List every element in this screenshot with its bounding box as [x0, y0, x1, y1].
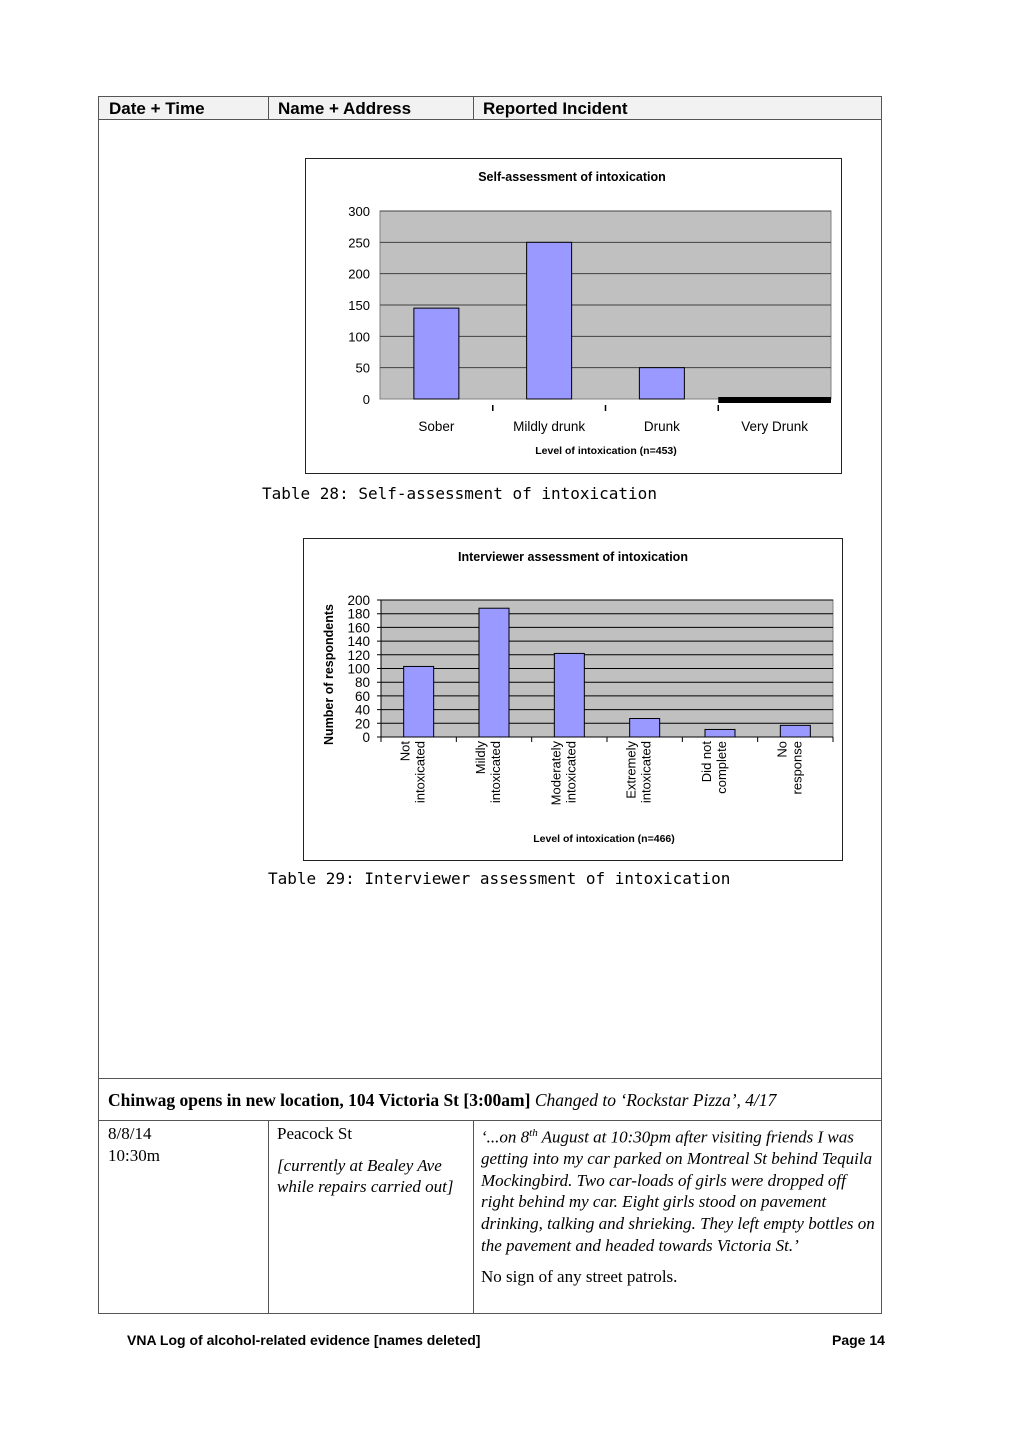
x-tick-label: Did not	[699, 741, 714, 783]
self-assessment-chart-svg	[306, 159, 840, 472]
footer-document-title: VNA Log of alcohol-related evidence [names deleted]	[127, 1332, 481, 1348]
y-tick-label: 0	[362, 392, 370, 407]
incident-quote	[481, 1123, 876, 1256]
column-divider	[473, 1120, 474, 1314]
incident-note: No sign of any street patrols.	[481, 1267, 678, 1287]
y-tick-label: 120	[347, 647, 370, 663]
y-tick-label: 40	[354, 702, 370, 718]
y-tick-label: 150	[348, 298, 370, 313]
x-tick-label: response	[789, 741, 805, 795]
header-name-address: Name + Address	[278, 99, 412, 118]
x-tick-label: Mildly drunk	[513, 419, 586, 434]
bar	[718, 397, 831, 403]
entry-address-note: [currently at Bealey Ave while repairs carried out]	[277, 1155, 454, 1197]
interviewer-assessment-chart	[303, 538, 843, 861]
y-tick-label: 60	[354, 688, 370, 704]
header-date-time: Date + Time	[109, 99, 205, 118]
y-tick-label: 200	[348, 266, 370, 282]
y-tick-label: 100	[348, 329, 370, 345]
x-tick-label: Not	[397, 741, 413, 762]
x-tick-label: Mildly	[473, 741, 488, 775]
column-divider	[473, 97, 474, 119]
entry-name-address	[277, 1123, 462, 1198]
entry-incident	[481, 1123, 876, 1288]
bar	[705, 729, 735, 737]
bar	[527, 242, 572, 399]
y-tick-label: 80	[354, 675, 370, 691]
y-tick-label: 0	[362, 730, 370, 745]
y-tick-label: 160	[347, 620, 370, 636]
y-tick-label: 180	[347, 606, 370, 622]
x-tick-label: Very Drunk	[741, 419, 809, 434]
chart2-caption: Table 29: Interviewer assessment of intoxication	[268, 869, 731, 888]
y-tick-label: 50	[355, 360, 370, 376]
row-divider	[99, 1078, 881, 1079]
x-tick-label: intoxicated	[412, 741, 428, 804]
y-tick-label: 250	[348, 235, 370, 251]
y-tick-label: 20	[354, 716, 370, 732]
y-tick-label: 100	[347, 661, 370, 677]
y-axis-label: Number of respondents	[322, 604, 336, 745]
event-heading	[108, 1090, 776, 1111]
event-note: Changed to ‘Rockstar Pizza’, 4/17	[534, 1090, 777, 1110]
chart1-caption: Table 28: Self-assessment of intoxication	[262, 484, 657, 503]
header-reported-incident: Reported Incident	[483, 99, 628, 118]
bar	[554, 653, 584, 737]
y-tick-label: 300	[348, 204, 370, 219]
entry-time: 10:30m	[108, 1145, 160, 1165]
column-divider	[268, 97, 269, 119]
x-tick-label: Extremely	[623, 741, 639, 799]
self-assessment-chart	[305, 158, 842, 474]
bar	[639, 368, 684, 399]
x-axis-label: Level of intoxication (n=466)	[533, 833, 675, 845]
entry-date-time	[108, 1123, 258, 1166]
entry-name: Peacock St	[277, 1124, 353, 1143]
y-tick-label: 140	[347, 634, 370, 650]
row-divider	[99, 1120, 881, 1121]
x-tick-label: No	[774, 741, 790, 758]
bar	[479, 608, 509, 737]
bar	[630, 719, 660, 737]
chart-title: Self-assessment of intoxication	[478, 170, 666, 184]
event-title: Chinwag opens in new location, 104 Victoria St [3:00am]	[108, 1090, 531, 1110]
x-tick-label: intoxicated	[563, 741, 579, 804]
x-axis-label: Level of intoxication (n=453)	[535, 445, 677, 457]
x-tick-label: intoxicated	[488, 741, 503, 804]
bar	[780, 725, 810, 737]
x-tick-label: intoxicated	[638, 741, 654, 804]
y-tick-label: 200	[347, 593, 370, 608]
interviewer-assessment-chart-svg	[304, 539, 841, 859]
bar	[404, 666, 434, 737]
incident-quote-start: ‘...on 8	[481, 1127, 530, 1147]
column-divider	[268, 1120, 269, 1314]
entry-date: 8/8/14	[108, 1124, 152, 1143]
table-header-row	[99, 97, 881, 120]
chart-title: Interviewer assessment of intoxication	[458, 550, 688, 564]
footer-page-number: Page 14	[832, 1332, 885, 1348]
x-tick-label: Sober	[418, 419, 455, 434]
x-tick-label: complete	[714, 741, 729, 794]
x-tick-label: Drunk	[643, 419, 680, 434]
incident-quote-body: August at 10:30pm after visiting friends I was getting into my car parked on Montreal St behind Tequila Mockingbird. Two car-loads of girls were dropped off right behind my car. Eight girls stood on pavement drinking, talking and shrieking. They left empty bottles on the pavement and headed towards Victoria St.’	[481, 1127, 875, 1255]
bar	[414, 308, 459, 399]
incident-quote-superscript: th	[529, 1127, 538, 1139]
x-tick-label: Moderately	[548, 741, 564, 806]
